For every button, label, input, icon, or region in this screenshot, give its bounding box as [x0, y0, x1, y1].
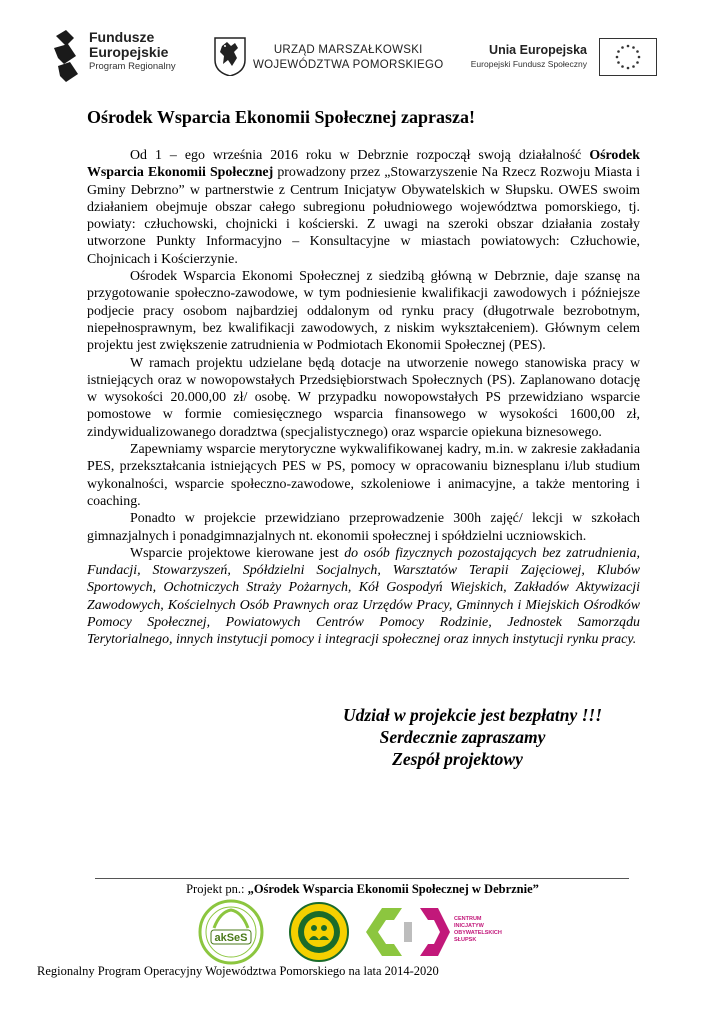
paragraph-5: Ponadto w projekcie przewidziano przeprowadzenie 300h zajęć/ lekcji w szkołach gimnazjalnych i ponadgimnazjalnych nt. ekonomii społecznej i spółdzielni uczniowskich. [87, 511, 640, 544]
paragraph-1-rest: prowadzony przez „Stowarzyszenie Na Rzecz Rozwoju Miasta i Gminy Debrzno” w partnerstwie z Centrum Inicjatyw Obywatelskich w Słupsku. OWES swoim działaniem obejmuje obszar całego subregionu południowego województwa pomorskiego, tj. powiaty: człuchowski, chojnicki i kościerski. Z uwagi na szeroki obszar działania zostały utworzone Punkty Informacyjno – Konsultacyjne w miastach powiatowych: Człuchowie, Chojnicach i Kościerzynie. [87, 165, 640, 267]
fundusze-line1: Fundusze [89, 29, 155, 45]
paragraph-6 [87, 545, 640, 649]
closing-invitation: Serdecznie zapraszamy [379, 727, 546, 747]
footer-divider [95, 878, 629, 879]
unia-line1: Unia Europejska [489, 43, 587, 57]
project-name-line [0, 882, 725, 897]
project-name: „Ośrodek Wsparcia Ekonomii Społecznej w Debrznie” [247, 882, 539, 896]
paragraph-1-start: Od 1 – ego września 2016 roku w Debrznie rozpoczął swoją działalność [130, 148, 590, 163]
closing-signature: Zespół projektowy [392, 749, 523, 769]
fundusze-line3: Program Regionalny [89, 61, 176, 72]
paragraph-6-target-groups: do osób fizycznych pozostających bez zatrudnienia, Fundacji, Stowarzyszeń, Spółdzielni Socjalnych, Warsztatów Terapii Zajęciowej, Klubów Sportowych, Ochotniczych Straży Pożarnych, Kół Gospodyń Wiejskich, Zakładów Aktywizacji Zawodowych, Kościelnych Osób Prawnych oraz Urzędów Pracy, Gminnych i Miejskich Ośrodków Pomocy Społecznej, Powiatowych Centrów Pomocy Rodzinie, Jednostek Samorządu Terytorialnego, innych instytucji pomocy i integracji społecznej oraz innych instytucji rynku pracy. [87, 545, 640, 648]
project-prefix: Projekt pn.: [186, 882, 248, 896]
paragraph-3: W ramach projektu udzielane będą dotacje na utworzenie nowego stanowiska pracy w istniejących oraz w nowopowstałych Przedsiębiorstwach Społecznych (PS). Zaplanowano dotację w wysokości 20.000,00 zł/ osobę. W przypadku nowopowstałych PS przewidziano wsparcie pomostowe w formie comiesięcznego wsparcia finansowego w wysokości 1600,00 zł, zindywidualizowanego doradztwa (specjalistycznego) oraz wsparcie opiekuna biznesowego. [87, 355, 640, 440]
eu-flag-icon [599, 38, 657, 76]
cio-logo [358, 898, 518, 966]
header-logos [0, 0, 725, 100]
cio-caption-3: OBYWATELSKICH [454, 930, 502, 936]
unia-line2: Europejski Fundusz Społeczny [470, 59, 587, 69]
paragraph-6-start: Wsparcie projektowe kierowane jest [130, 545, 345, 561]
akses-logo [196, 898, 266, 966]
closing-block [0, 704, 725, 770]
urzad-marszalkowski-logo [213, 36, 463, 80]
partner-circle-logo [288, 898, 350, 966]
fundusze-europejskie-logo [52, 30, 202, 82]
paragraph-4: Zapewniamy wsparcie merytoryczne wykwalifikowanej kadry, m.in. w zakresie zakładania PES, przekształcania istniejących PES w PS, pomocy w opracowaniu biznesplanu i/lub studium wykonalności, wsparcie społeczno-zawodowe, szkoleniowe i animacyjne, a także mentoring i coaching. [87, 442, 640, 509]
closing-free-participation: Udział w projekcie jest bezpłatny !!! [342, 705, 603, 725]
urzad-line2: WOJEWÓDZTWA POMORSKIEGO [253, 59, 444, 71]
footer-partner-logos [196, 898, 516, 966]
akses-logo-text: akSeS [214, 932, 248, 944]
urzad-line1: URZĄD MARSZAŁKOWSKI [273, 44, 423, 56]
paragraph-1-owes-name: Ośrodek Wsparcia Ekonomii Społecznej [87, 148, 640, 181]
fundusze-line2: Europejskie [89, 44, 169, 60]
cio-caption-1: CENTRUM [454, 916, 482, 922]
document-body [87, 147, 640, 649]
cio-caption-2: INICJATYW [454, 923, 484, 929]
paragraph-1 [87, 147, 640, 268]
page-title: Ośrodek Wsparcia Ekonomii Społecznej zaprasza! [87, 107, 476, 127]
unia-europejska-logo [463, 38, 663, 80]
program-footer-text: Regionalny Program Operacyjny Województwa Pomorskiego na lata 2014-2020 [37, 964, 439, 978]
paragraph-2: Ośrodek Wsparcia Ekonomi Społecznej z siedzibą główną w Debrznie, daje szansę na przygotowanie społeczno-zawodowe, w tym podniesienie kwalifikacji zawodowych i późniejsze podjecie pracy osobom najbardziej oddalonym od rynku pracy (długotrwale bezrobotnym, niepełnosprawnym, bez kwalifikacji zawodowych, z niskim wykształceniem). Głównym celem projektu jest zwiększenie zatrudnienia w Podmiotach Ekonomii Społecznej (PES). [87, 269, 640, 354]
fundusze-europejskie-emblem-icon [52, 30, 82, 82]
griffin-crest-icon [213, 36, 247, 76]
cio-caption-4: SŁUPSK [454, 937, 477, 943]
